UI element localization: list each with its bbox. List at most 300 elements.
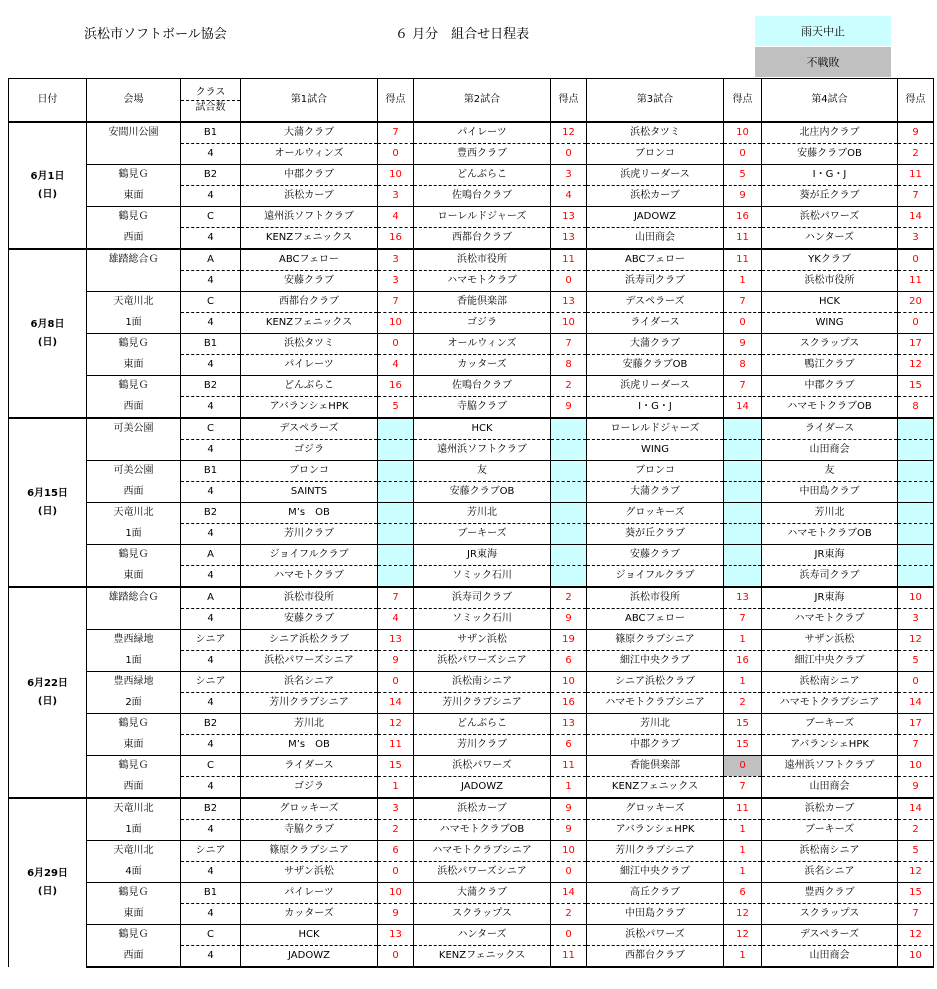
schedule-row bbox=[9, 820, 934, 841]
score-cell: 9 bbox=[551, 820, 587, 841]
score-cell: 9 bbox=[378, 904, 414, 925]
team-cell: ジョイフルクラブ bbox=[241, 545, 378, 566]
score-cell: 14 bbox=[378, 693, 414, 714]
team-cell: デスペラーズ bbox=[762, 925, 898, 946]
team-cell: ブーキーズ bbox=[762, 714, 898, 735]
score-cell: 0 bbox=[551, 271, 587, 292]
score-cell: 15 bbox=[898, 376, 934, 397]
score-cell: 7 bbox=[378, 587, 414, 609]
team-cell: 芳川北 bbox=[587, 714, 724, 735]
team-cell: パイレーツ bbox=[241, 883, 378, 904]
venue-cell: 可美公園 bbox=[87, 418, 181, 440]
team-cell: 中郡クラブ bbox=[241, 165, 378, 186]
team-cell: ローレルドジャーズ bbox=[414, 207, 551, 228]
score-cell: 3 bbox=[378, 271, 414, 292]
score-cell bbox=[378, 482, 414, 503]
class-cell: B2 bbox=[181, 165, 241, 186]
venue-cell: 東面 bbox=[87, 566, 181, 588]
score-cell: 14 bbox=[898, 798, 934, 820]
score-cell: 1 bbox=[724, 862, 762, 883]
date-label: 6月1日 bbox=[30, 170, 65, 182]
score-cell: 10 bbox=[551, 313, 587, 334]
schedule-row bbox=[9, 841, 934, 862]
class-cell: A bbox=[181, 249, 241, 271]
team-cell: WING bbox=[762, 313, 898, 334]
class-cell: B1 bbox=[181, 122, 241, 144]
score-cell: 12 bbox=[551, 122, 587, 144]
score-cell: 2 bbox=[551, 587, 587, 609]
team-cell: HCK bbox=[414, 418, 551, 440]
game-count-cell: 4 bbox=[181, 228, 241, 250]
venue-cell: 鶴見Ｇ bbox=[87, 165, 181, 186]
team-cell: 浜松南シニア bbox=[762, 672, 898, 693]
score-cell: 11 bbox=[724, 798, 762, 820]
venue-cell: 天竜川北 bbox=[87, 798, 181, 820]
score-cell: 2 bbox=[898, 144, 934, 165]
score-cell: 0 bbox=[724, 313, 762, 334]
venue-cell: 鶴見Ｇ bbox=[87, 545, 181, 566]
date-cell bbox=[9, 249, 87, 418]
score-cell bbox=[724, 566, 762, 588]
schedule-row bbox=[9, 756, 934, 777]
score-cell bbox=[898, 482, 934, 503]
team-cell: 山田商会 bbox=[762, 440, 898, 461]
team-cell: 浜松タツミ bbox=[241, 334, 378, 355]
score-cell: 11 bbox=[378, 735, 414, 756]
score-cell: 1 bbox=[724, 820, 762, 841]
team-cell: HCK bbox=[762, 292, 898, 313]
team-cell: 香能倶楽部 bbox=[414, 292, 551, 313]
score-cell: 7 bbox=[898, 735, 934, 756]
class-cell: B2 bbox=[181, 714, 241, 735]
game-count-cell: 4 bbox=[181, 693, 241, 714]
score-cell: 16 bbox=[378, 228, 414, 250]
team-cell: KENZフェニックス bbox=[587, 777, 724, 799]
score-cell bbox=[378, 545, 414, 566]
game-count-cell: 4 bbox=[181, 904, 241, 925]
score-cell: 9 bbox=[724, 334, 762, 355]
score-cell: 16 bbox=[378, 376, 414, 397]
score-cell bbox=[898, 524, 934, 545]
venue-cell: 天竜川北 bbox=[87, 503, 181, 524]
header-game-3: 第3試合 bbox=[587, 79, 724, 123]
game-count-cell: 4 bbox=[181, 482, 241, 503]
team-cell: 中田島クラブ bbox=[762, 482, 898, 503]
team-cell: ゴジラ bbox=[241, 440, 378, 461]
score-cell: 11 bbox=[551, 946, 587, 968]
team-cell: アバランシェHPK bbox=[587, 820, 724, 841]
score-cell: 8 bbox=[724, 355, 762, 376]
team-cell: 芳川クラブ bbox=[241, 524, 378, 545]
venue-cell: 安間川公園 bbox=[87, 122, 181, 144]
score-cell: 2 bbox=[378, 820, 414, 841]
class-cell: C bbox=[181, 756, 241, 777]
day-of-week: (日) bbox=[37, 886, 58, 897]
game-count-cell: 4 bbox=[181, 777, 241, 799]
score-cell: 1 bbox=[551, 777, 587, 799]
team-cell: 細江中央クラブ bbox=[587, 862, 724, 883]
score-cell: 10 bbox=[551, 672, 587, 693]
venue-cell bbox=[87, 609, 181, 630]
venue-cell: 可美公園 bbox=[87, 461, 181, 482]
score-cell: 7 bbox=[551, 334, 587, 355]
score-cell bbox=[898, 545, 934, 566]
score-cell: 6 bbox=[551, 651, 587, 672]
team-cell: 浜松市役所 bbox=[762, 271, 898, 292]
team-cell: 安藤クラブOB bbox=[762, 144, 898, 165]
score-cell: 9 bbox=[551, 609, 587, 630]
venue-cell: 1面 bbox=[87, 820, 181, 841]
class-cell: シニア bbox=[181, 841, 241, 862]
team-cell: ライダース bbox=[762, 418, 898, 440]
team-cell: アバランシェHPK bbox=[241, 397, 378, 419]
date-label: 6月8日 bbox=[30, 318, 65, 330]
class-cell: B2 bbox=[181, 376, 241, 397]
score-cell bbox=[724, 440, 762, 461]
team-cell: 佐鳴台クラブ bbox=[414, 186, 551, 207]
team-cell: JADOWZ bbox=[587, 207, 724, 228]
team-cell: M’s OB bbox=[241, 503, 378, 524]
team-cell: ブロンコ bbox=[241, 461, 378, 482]
schedule-row bbox=[9, 397, 934, 419]
team-cell: オールウィンズ bbox=[241, 144, 378, 165]
venue-cell: 鶴見Ｇ bbox=[87, 883, 181, 904]
association-title: 浜松市ソフトボール協会 bbox=[84, 27, 227, 42]
schedule-row bbox=[9, 904, 934, 925]
game-count-cell: 4 bbox=[181, 735, 241, 756]
score-cell: 0 bbox=[898, 249, 934, 271]
venue-cell: 1面 bbox=[87, 524, 181, 545]
class-cell: B2 bbox=[181, 798, 241, 820]
game-count-cell: 4 bbox=[181, 609, 241, 630]
score-cell: 11 bbox=[898, 165, 934, 186]
team-cell: 中郡クラブ bbox=[762, 376, 898, 397]
score-cell: 7 bbox=[724, 777, 762, 799]
schedule-row bbox=[9, 292, 934, 313]
team-cell: ゴジラ bbox=[241, 777, 378, 799]
score-cell bbox=[551, 440, 587, 461]
venue-cell: 1面 bbox=[87, 313, 181, 334]
team-cell: 浜松カーブ bbox=[587, 186, 724, 207]
team-cell: JR東海 bbox=[762, 587, 898, 609]
score-cell: 2 bbox=[551, 376, 587, 397]
game-count-cell: 4 bbox=[181, 524, 241, 545]
schedule-row bbox=[9, 693, 934, 714]
score-cell bbox=[378, 418, 414, 440]
score-cell: 12 bbox=[724, 925, 762, 946]
score-cell: 0 bbox=[724, 756, 762, 777]
team-cell: JADOWZ bbox=[241, 946, 378, 968]
venue-cell: 天竜川北 bbox=[87, 841, 181, 862]
team-cell: 山田商会 bbox=[762, 777, 898, 799]
venue-cell: 天竜川北 bbox=[87, 292, 181, 313]
schedule-row bbox=[9, 186, 934, 207]
header-score-4: 得点 bbox=[898, 79, 934, 123]
venue-cell bbox=[87, 271, 181, 292]
venue-cell: 東面 bbox=[87, 735, 181, 756]
team-cell: ブロンコ bbox=[587, 461, 724, 482]
score-cell: 17 bbox=[898, 714, 934, 735]
venue-cell: 東面 bbox=[87, 355, 181, 376]
schedule-row bbox=[9, 672, 934, 693]
schedule-row bbox=[9, 925, 934, 946]
score-cell: 14 bbox=[551, 883, 587, 904]
team-cell: 友 bbox=[414, 461, 551, 482]
venue-cell: 西面 bbox=[87, 228, 181, 250]
score-cell: 0 bbox=[378, 672, 414, 693]
schedule-row bbox=[9, 545, 934, 566]
table-header-row bbox=[9, 79, 934, 123]
team-cell: 遠州浜ソフトクラブ bbox=[241, 207, 378, 228]
team-cell: 浜松南シニア bbox=[762, 841, 898, 862]
score-cell: 0 bbox=[551, 862, 587, 883]
team-cell: スクラップス bbox=[414, 904, 551, 925]
venue-cell: 4面 bbox=[87, 862, 181, 883]
team-cell: 葵が丘クラブ bbox=[587, 524, 724, 545]
score-cell: 10 bbox=[898, 587, 934, 609]
score-cell bbox=[724, 461, 762, 482]
schedule-row bbox=[9, 418, 934, 440]
venue-cell: 鶴見Ｇ bbox=[87, 714, 181, 735]
team-cell: 浜虎リーダース bbox=[587, 165, 724, 186]
venue-cell: 豊西緑地 bbox=[87, 630, 181, 651]
team-cell: 安藤クラブ bbox=[241, 609, 378, 630]
team-cell: 大蒲クラブ bbox=[241, 122, 378, 144]
team-cell: ハマモトクラブシニア bbox=[587, 693, 724, 714]
score-cell bbox=[551, 545, 587, 566]
score-cell: 0 bbox=[378, 334, 414, 355]
team-cell: 浜寿司クラブ bbox=[762, 566, 898, 588]
game-count-cell: 4 bbox=[181, 144, 241, 165]
schedule-row bbox=[9, 883, 934, 904]
score-cell bbox=[724, 418, 762, 440]
schedule-row bbox=[9, 946, 934, 968]
score-cell: 0 bbox=[551, 925, 587, 946]
team-cell: ABCフェロー bbox=[241, 249, 378, 271]
venue-cell: 鶴見Ｇ bbox=[87, 207, 181, 228]
venue-cell: 鶴見Ｇ bbox=[87, 334, 181, 355]
team-cell: ハンターズ bbox=[414, 925, 551, 946]
schedule-table bbox=[8, 78, 934, 968]
schedule-row bbox=[9, 334, 934, 355]
score-cell bbox=[551, 418, 587, 440]
team-cell: アバランシェHPK bbox=[762, 735, 898, 756]
game-count-cell: 4 bbox=[181, 862, 241, 883]
score-cell: 15 bbox=[724, 735, 762, 756]
team-cell: サザン浜松 bbox=[762, 630, 898, 651]
score-cell bbox=[724, 545, 762, 566]
score-cell: 11 bbox=[551, 756, 587, 777]
team-cell: どんぶらこ bbox=[414, 714, 551, 735]
class-cell: B2 bbox=[181, 503, 241, 524]
header-game-2: 第2試合 bbox=[414, 79, 551, 123]
team-cell: JR東海 bbox=[414, 545, 551, 566]
team-cell: 芳川クラブシニア bbox=[241, 693, 378, 714]
venue-cell: 雄踏総合Ｇ bbox=[87, 587, 181, 609]
team-cell: 大蒲クラブ bbox=[587, 482, 724, 503]
team-cell: カッターズ bbox=[414, 355, 551, 376]
score-cell: 17 bbox=[898, 334, 934, 355]
class-cell: B1 bbox=[181, 883, 241, 904]
score-cell: 3 bbox=[898, 609, 934, 630]
class-cell: C bbox=[181, 292, 241, 313]
team-cell: 浜松市役所 bbox=[241, 587, 378, 609]
class-cell: C bbox=[181, 418, 241, 440]
team-cell: 豊西クラブ bbox=[762, 883, 898, 904]
team-cell: 豊西クラブ bbox=[414, 144, 551, 165]
venue-cell: 豊西緑地 bbox=[87, 672, 181, 693]
team-cell: ABCフェロー bbox=[587, 609, 724, 630]
game-count-cell: 4 bbox=[181, 440, 241, 461]
score-cell: 5 bbox=[378, 397, 414, 419]
day-of-week: (日) bbox=[37, 336, 58, 348]
team-cell: I・G・J bbox=[587, 397, 724, 419]
score-cell: 1 bbox=[724, 672, 762, 693]
score-cell: 9 bbox=[898, 122, 934, 144]
score-cell: 1 bbox=[724, 946, 762, 968]
date-label: 6月22日 bbox=[27, 677, 68, 689]
header-game-4: 第4試合 bbox=[762, 79, 898, 123]
score-cell: 10 bbox=[378, 883, 414, 904]
team-cell: KENZフェニックス bbox=[414, 946, 551, 968]
legend-rain-cancel: 雨天中止 bbox=[755, 16, 891, 46]
score-cell: 3 bbox=[378, 186, 414, 207]
score-cell: 2 bbox=[724, 693, 762, 714]
score-cell bbox=[378, 461, 414, 482]
team-cell: 浜松パワーズ bbox=[587, 925, 724, 946]
team-cell: 芳川クラブ bbox=[414, 735, 551, 756]
class-cell: A bbox=[181, 545, 241, 566]
header-class-bottom: 試合数 bbox=[195, 101, 226, 113]
venue-cell: 西面 bbox=[87, 777, 181, 799]
score-cell: 6 bbox=[378, 841, 414, 862]
schedule-row bbox=[9, 249, 934, 271]
team-cell: YKクラブ bbox=[762, 249, 898, 271]
date-label: 6月15日 bbox=[27, 487, 68, 499]
score-cell: 7 bbox=[898, 186, 934, 207]
score-cell: 2 bbox=[898, 820, 934, 841]
team-cell: M’s OB bbox=[241, 735, 378, 756]
score-cell: 16 bbox=[724, 651, 762, 672]
team-cell: 遠州浜ソフトクラブ bbox=[414, 440, 551, 461]
team-cell: HCK bbox=[241, 925, 378, 946]
team-cell: ABCフェロー bbox=[587, 249, 724, 271]
team-cell: 安藤クラブ bbox=[587, 545, 724, 566]
team-cell: ブロンコ bbox=[587, 144, 724, 165]
team-cell: 香能倶楽部 bbox=[587, 756, 724, 777]
header-score-1: 得点 bbox=[378, 79, 414, 123]
team-cell: 浜名シニア bbox=[241, 672, 378, 693]
game-count-cell: 4 bbox=[181, 313, 241, 334]
team-cell: オールウィンズ bbox=[414, 334, 551, 355]
team-cell: 安藤クラブ bbox=[241, 271, 378, 292]
score-cell: 12 bbox=[898, 862, 934, 883]
team-cell: パイレーツ bbox=[241, 355, 378, 376]
score-cell: 7 bbox=[724, 376, 762, 397]
score-cell: 2 bbox=[551, 904, 587, 925]
score-cell: 8 bbox=[551, 355, 587, 376]
team-cell: 浜松市役所 bbox=[587, 587, 724, 609]
score-cell: 10 bbox=[378, 165, 414, 186]
score-cell: 3 bbox=[551, 165, 587, 186]
score-cell: 16 bbox=[551, 693, 587, 714]
score-cell bbox=[898, 503, 934, 524]
game-count-cell: 4 bbox=[181, 186, 241, 207]
team-cell: シニア浜松クラブ bbox=[241, 630, 378, 651]
schedule-row bbox=[9, 714, 934, 735]
team-cell: 芳川北 bbox=[241, 714, 378, 735]
score-cell bbox=[724, 503, 762, 524]
score-cell: 7 bbox=[724, 609, 762, 630]
score-cell bbox=[378, 503, 414, 524]
team-cell: 浜松パワーズシニア bbox=[241, 651, 378, 672]
score-cell: 10 bbox=[898, 946, 934, 968]
score-cell: 12 bbox=[898, 355, 934, 376]
team-cell: 大蒲クラブ bbox=[414, 883, 551, 904]
team-cell: 浜松パワーズ bbox=[762, 207, 898, 228]
team-cell: KENZフェニックス bbox=[241, 228, 378, 250]
score-cell: 9 bbox=[551, 798, 587, 820]
header-venue: 会場 bbox=[87, 79, 181, 123]
team-cell: 浜松カーブ bbox=[241, 186, 378, 207]
venue-cell: 1面 bbox=[87, 651, 181, 672]
venue-cell bbox=[87, 440, 181, 461]
team-cell: カッターズ bbox=[241, 904, 378, 925]
class-cell: B1 bbox=[181, 461, 241, 482]
team-cell: WING bbox=[587, 440, 724, 461]
score-cell: 10 bbox=[724, 122, 762, 144]
team-cell: 浜名シニア bbox=[762, 862, 898, 883]
score-cell: 6 bbox=[724, 883, 762, 904]
score-cell: 14 bbox=[898, 207, 934, 228]
team-cell: JADOWZ bbox=[414, 777, 551, 799]
class-cell: A bbox=[181, 587, 241, 609]
team-cell: 浜松カーブ bbox=[414, 798, 551, 820]
schedule-row bbox=[9, 503, 934, 524]
schedule-row bbox=[9, 207, 934, 228]
game-count-cell: 4 bbox=[181, 820, 241, 841]
score-cell: 7 bbox=[898, 904, 934, 925]
team-cell: 北庄内クラブ bbox=[762, 122, 898, 144]
score-cell: 5 bbox=[724, 165, 762, 186]
team-cell: 芳川北 bbox=[762, 503, 898, 524]
score-cell bbox=[378, 566, 414, 588]
header-class-top: クラス bbox=[181, 86, 240, 101]
team-cell: スクラップス bbox=[762, 904, 898, 925]
class-cell: シニア bbox=[181, 630, 241, 651]
venue-cell: 鶴見Ｇ bbox=[87, 376, 181, 397]
team-cell: ライダース bbox=[587, 313, 724, 334]
team-cell: 寺脇クラブ bbox=[241, 820, 378, 841]
score-cell: 13 bbox=[551, 228, 587, 250]
team-cell: 安藤クラブOB bbox=[587, 355, 724, 376]
score-cell: 0 bbox=[551, 144, 587, 165]
score-cell: 7 bbox=[724, 292, 762, 313]
team-cell: グロッキーズ bbox=[587, 503, 724, 524]
schedule-row bbox=[9, 355, 934, 376]
team-cell: ライダース bbox=[241, 756, 378, 777]
score-cell: 0 bbox=[724, 144, 762, 165]
score-cell: 10 bbox=[378, 313, 414, 334]
score-cell: 12 bbox=[898, 925, 934, 946]
venue-cell: 2面 bbox=[87, 693, 181, 714]
team-cell: 浜虎リーダース bbox=[587, 376, 724, 397]
team-cell: ハマモトクラブOB bbox=[762, 397, 898, 419]
class-cell: シニア bbox=[181, 672, 241, 693]
team-cell: 篠原クラブシニア bbox=[587, 630, 724, 651]
date-cell bbox=[9, 418, 87, 587]
score-cell: 7 bbox=[378, 292, 414, 313]
